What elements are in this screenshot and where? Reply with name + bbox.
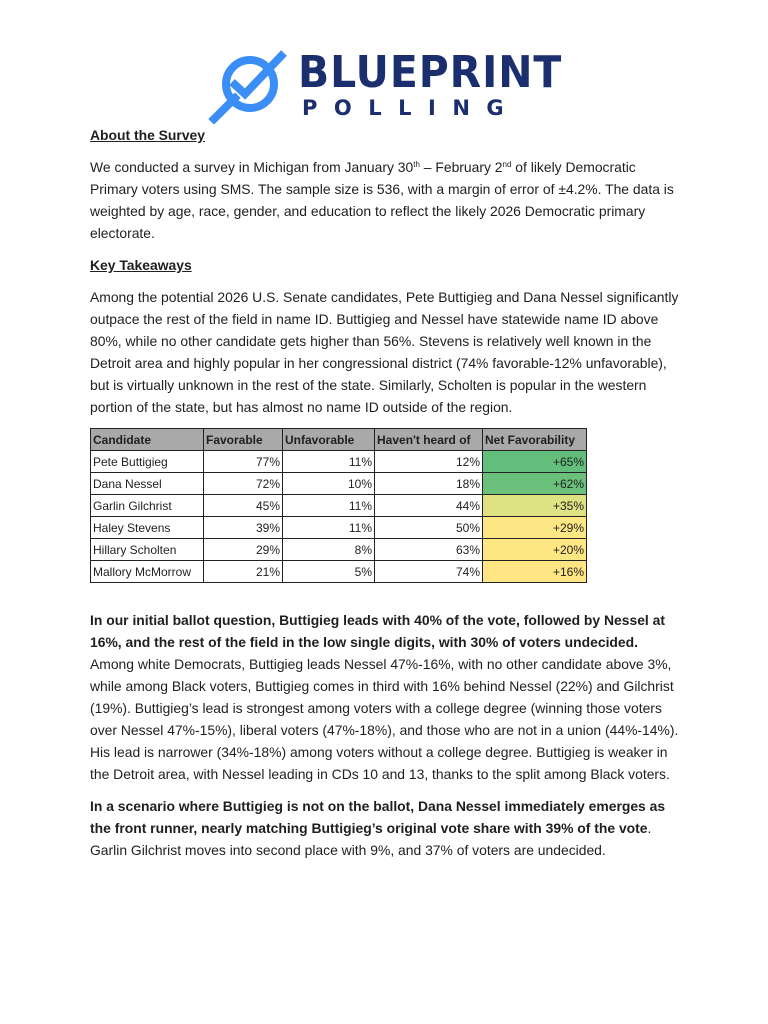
cell-havent-heard: 18%	[375, 473, 483, 495]
check-magnifier-icon	[208, 48, 292, 124]
cell-candidate: Mallory McMorrow	[91, 561, 204, 583]
cell-favorable: 29%	[204, 539, 283, 561]
cell-unfavorable: 11%	[283, 495, 375, 517]
scenario-text: . Garlin Gilchrist moves into second place with 9%, and 37% of voters are undecided.	[90, 820, 652, 858]
header-net-favorability: Net Favorability	[483, 429, 587, 451]
cell-favorable: 45%	[204, 495, 283, 517]
table-row	[91, 495, 587, 517]
ballot-bold-lead: In our initial ballot question, Buttigieg leads with 40% of the vote, followed by Nessel at 16%, and the rest of the field in the low single digits, with 30% of voters undecided.	[90, 612, 665, 650]
ordinal-sup: th	[413, 160, 420, 169]
about-text-b: – February 2	[419, 159, 503, 175]
cell-candidate: Hillary Scholten	[91, 539, 204, 561]
cell-candidate: Dana Nessel	[91, 473, 204, 495]
scenario-bold-lead: In a scenario where Buttigieg is not on the ballot, Dana Nessel immediately emerges as the front runner, nearly matching Buttigieg’s original vote share with 39% of the vote	[90, 798, 666, 836]
cell-favorable: 72%	[204, 473, 283, 495]
table-row	[91, 561, 587, 583]
ordinal-sup: nd	[502, 160, 512, 169]
logo-wordmark-polling: POLLING	[302, 96, 521, 120]
key-takeaways-heading: Key Takeaways	[90, 257, 192, 273]
cell-candidate: Haley Stevens	[91, 517, 204, 539]
header-favorable: Favorable	[204, 429, 283, 451]
scenario-paragraph	[90, 795, 680, 861]
table-row	[91, 451, 587, 473]
cell-havent-heard: 44%	[375, 495, 483, 517]
cell-unfavorable: 11%	[283, 517, 375, 539]
header-havent-heard: Haven't heard of	[375, 429, 483, 451]
header-unfavorable: Unfavorable	[283, 429, 375, 451]
cell-candidate: Pete Buttigieg	[91, 451, 204, 473]
table-row	[91, 473, 587, 495]
document-body	[90, 124, 680, 861]
cell-favorable: 39%	[204, 517, 283, 539]
initial-ballot-paragraph	[90, 609, 680, 785]
about-text-a: We conducted a survey in Michigan from January 30	[90, 159, 414, 175]
key-takeaways-paragraph: Among the potential 2026 U.S. Senate candidates, Pete Buttigieg and Dana Nessel significantly outpace the rest of the field in name ID. Buttigieg and Nessel have statewide name ID above 80%, while no other candidate gets higher than 56%. Stevens is relatively well known in the Detroit area and highly popular in her congressional district (74% favorable-12% unfavorable), but is virtually unknown in the rest of the state. Similarly, Scholten is popular in the western portion of the state, but has almost no name ID outside of the region.	[90, 289, 679, 415]
cell-net-favorability: +62%	[483, 473, 587, 495]
ballot-text: Among white Democrats, Buttigieg leads Nessel 47%-16%, with no other candidate above 3%, while among Black voters, Buttigieg comes in third with 16% behind Nessel (22%) and Gilchrist (19%). Buttigieg’s lead is strongest among voters with a college degree (winning those voters over Nessel 47%-15%), liberal voters (47%-18%), and those who are not in a union (44%-14%). His lead is narrower (34%-18%) among voters without a college degree. Buttigieg is weaker in the Detroit area, with Nessel leading in CDs 10 and 13, thanks to the split among Black voters.	[90, 656, 679, 782]
cell-havent-heard: 63%	[375, 539, 483, 561]
about-survey-heading: About the Survey	[90, 127, 205, 143]
table-row	[91, 517, 587, 539]
cell-net-favorability: +29%	[483, 517, 587, 539]
cell-net-favorability: +35%	[483, 495, 587, 517]
cell-favorable: 77%	[204, 451, 283, 473]
cell-unfavorable: 8%	[283, 539, 375, 561]
cell-net-favorability: +20%	[483, 539, 587, 561]
logo-wordmark-blueprint: BLUEPRINT	[298, 47, 563, 98]
cell-havent-heard: 74%	[375, 561, 483, 583]
cell-unfavorable: 11%	[283, 451, 375, 473]
favorability-table	[90, 428, 587, 583]
cell-candidate: Garlin Gilchrist	[91, 495, 204, 517]
cell-unfavorable: 5%	[283, 561, 375, 583]
cell-unfavorable: 10%	[283, 473, 375, 495]
cell-favorable: 21%	[204, 561, 283, 583]
about-text-c: of likely Democratic Primary voters using SMS. The sample size is 536, with a margin of error of ±4.2%. The data is weighted by age, race, gender, and education to reflect the likely 2026 Democratic primary electorate.	[90, 159, 674, 241]
blueprint-polling-logo	[208, 47, 563, 124]
about-survey-paragraph	[90, 156, 680, 244]
cell-havent-heard: 50%	[375, 517, 483, 539]
header-candidate: Candidate	[91, 429, 204, 451]
cell-net-favorability: +16%	[483, 561, 587, 583]
cell-havent-heard: 12%	[375, 451, 483, 473]
table-header-row	[91, 429, 587, 451]
cell-net-favorability: +65%	[483, 451, 587, 473]
table-row	[91, 539, 587, 561]
